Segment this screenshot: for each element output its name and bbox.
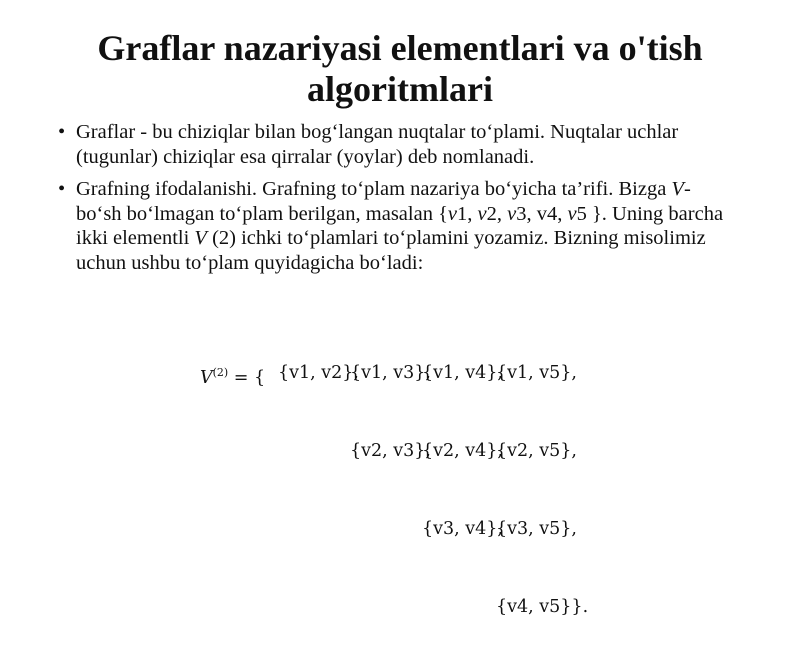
formula-row xyxy=(200,516,577,542)
vertex-symbol: v xyxy=(507,202,517,225)
bullet-text: Graflar - bu chiziqlar bilan bog‘langan nuqtalar to‘plami. Nuqtalar uchlar (tugunlar) chiziqlar esa qirralar (yoylar) deb nomlanadi. xyxy=(76,121,679,168)
formula-pair: {v1, v4}, xyxy=(422,363,503,383)
formula-pair: {v4, v5}}. xyxy=(496,597,589,617)
slide-title: Graflar nazariyasi elementlari va o'tish algoritmlari xyxy=(97,28,703,109)
set-symbol: V xyxy=(194,227,207,249)
bullet-text-part: - bo‘sh bo‘lmagan to‘plam berilgan, masalan { xyxy=(76,178,691,225)
formula-pair: {v1, v5}, xyxy=(496,363,577,383)
formula-lhs: V xyxy=(200,368,213,388)
vertex-symbol: v xyxy=(567,202,577,225)
vertex-symbol: v xyxy=(477,202,487,225)
bullet-text-part: 3, xyxy=(516,202,537,225)
bullet-dot-icon: • xyxy=(58,121,66,143)
bullet-text-part: Grafning ifodalanishi. Grafning to‘plam nazariya bo‘yicha ta’rifi. Bizga xyxy=(76,178,672,200)
formula-pair: {v2, v4}, xyxy=(422,441,503,461)
formula-lhs-sup: (2) xyxy=(212,366,229,379)
bullet-text-part: 5 }. Uning barcha ikki elementli xyxy=(76,202,724,249)
formula-pair: {v1, v2}, xyxy=(278,363,359,383)
formula-pair: {v2, v3}, xyxy=(350,441,431,461)
bullet-text-part: (2) ichki to‘plamlari to‘plamini yozamiz. Bizning misolimiz uchun ushbu to‘plam quyidagicha bo‘ladi: xyxy=(76,227,706,274)
set-symbol: V xyxy=(671,178,684,200)
bullet-item-graph-definition xyxy=(58,120,738,169)
bullet-text-part: 1, xyxy=(457,202,478,225)
bullet-text-part: v4, xyxy=(536,202,568,225)
formula-pair: {v3, v4}, xyxy=(422,519,503,539)
vertex-symbol: v xyxy=(447,202,458,225)
formula-two-element-subsets xyxy=(200,308,589,672)
bullet-text-part: 2, xyxy=(486,202,508,225)
formula-pair: {v1, v3}, xyxy=(350,363,431,383)
bullet-dot-icon: • xyxy=(58,178,66,200)
formula-pair: {v3, v5}, xyxy=(496,519,577,539)
formula-eq: = { xyxy=(228,368,266,388)
formula-row xyxy=(200,360,577,388)
formula-row xyxy=(200,594,589,620)
bullet-item-graph-representation xyxy=(58,177,738,275)
bullet-list xyxy=(58,120,738,283)
formula-row xyxy=(200,438,577,464)
formula-pair: {v2, v5}, xyxy=(496,441,577,461)
